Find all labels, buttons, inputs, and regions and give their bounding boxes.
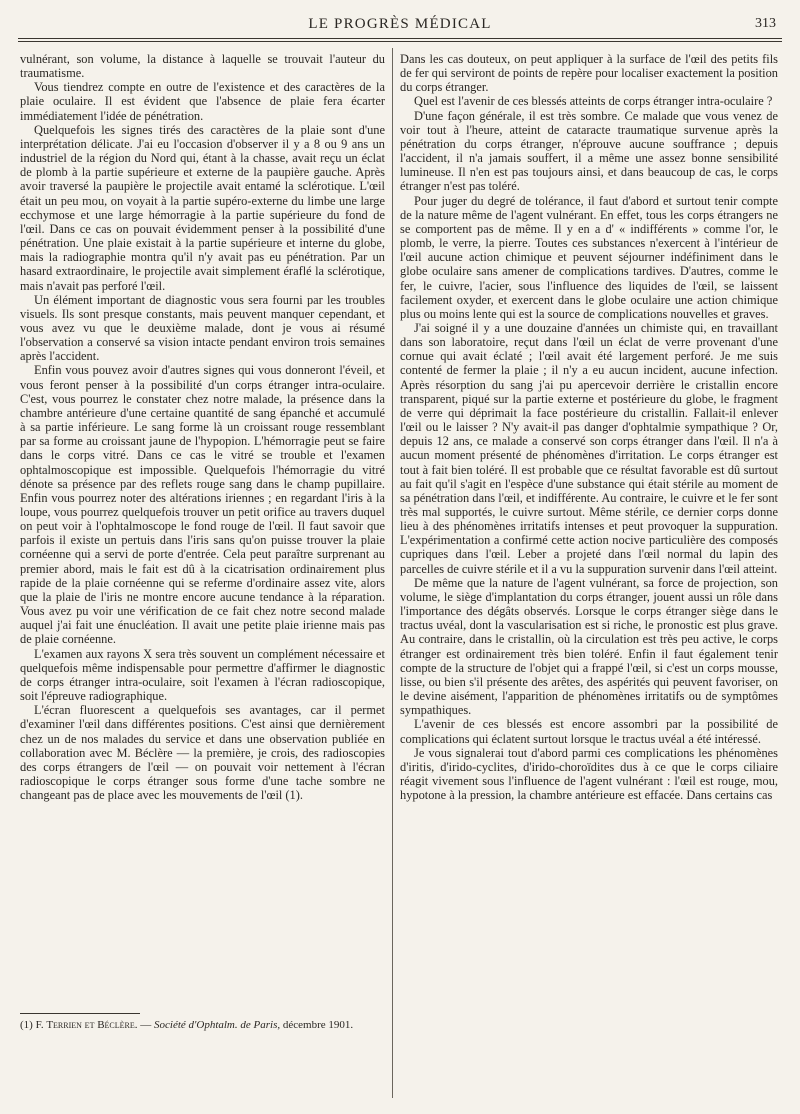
paragraph: Dans les cas douteux, on peut appliquer à la surface de l'œil des petits fils de fer qui serviront de points de repère pour localiser exactement la position du corps étranger. xyxy=(400,52,778,95)
paragraph: L'avenir de ces blessés est encore assombri par la possibilité de complications qui éclatent surtout lorsque le tractus uvéal a été intéressé. xyxy=(400,717,778,746)
page-header xyxy=(18,14,782,36)
paragraph: vulnérant, son volume, la distance à laquelle se trouvait l'auteur du traumatisme. xyxy=(20,52,385,81)
paragraph: Quelquefois les signes tirés des caractères de la plaie sont d'une interprétation délicate. J'ai eu l'occasion d'observer il y a 8 ou 9 ans un industriel de la région du Nord qui, étant à la chasse, avait reçu un éclat de plomb à la partie supérieure et externe de la paupière gauche. Après avoir traversé la paupière le projectile avait entamé la sclérotique. L'œil était un peu mou, on voyait à la partie supéro-externe du limbe une large ecchymose et une large hémorragie à la partie supérieure du fond de l'œil. Dans ce cas on pouvait évidemment penser à la possibilité d'une pénétration. Une plaie existait à la partie supérieure et interne du globe, mais la radiographie montra qu'il n'y avait pas eu pénétration. Par un hasard extraordinaire, le projectile avait simplement éraflé la sclérotique, mais n'avait pas perforé l'œil. xyxy=(20,122,385,293)
footnote-date: décembre 1901. xyxy=(280,1019,354,1031)
footnote-dash: — xyxy=(137,1019,155,1031)
journal-title: LE PROGRÈS MÉDICAL xyxy=(308,16,492,32)
footnote xyxy=(20,1019,385,1032)
paragraph: L'examen aux rayons X sera très souvent un complément nécessaire et quelquefois même indispensable pour permettre d'affirmer le diagnostic de corps étranger intra-oculaire, soit l'examen à l'écran radioscopique, soit l'épreuve radiographique. xyxy=(20,646,385,704)
header-rule-thin xyxy=(18,41,782,42)
paragraph: Quel est l'avenir de ces blessés atteints de corps étranger intra-oculaire ? xyxy=(414,94,773,109)
footnote-source: Société d'Ophtalm. de Paris, xyxy=(154,1019,281,1031)
footnote-marker: (1) F. xyxy=(20,1019,44,1031)
page-number: 313 xyxy=(755,16,776,31)
column-divider xyxy=(392,48,393,1098)
paragraph: J'ai soigné il y a une douzaine d'années un chimiste qui, en travaillant dans son laboratoire, reçut dans l'œil un éclat de verre provenant d'une cornue qui avait éclaté ; l'œil avait été largement perforé. Je me suis contenté de fermer la plaie ; il n'y a eu aucun incident, aucune infection. Après résorption du sang j'ai pu apercevoir derrière le cristallin encore transparent, piqué sur la partie externe et postérieure du globe, le fragment de verre qui déprimait la face postérieure du cristallin. Fallait-il enlever l'œil ou le laisser ? N'y avait-il pas danger d'ophtalmie sympathique ? Or, depuis 12 ans, ce malade a conservé son corps étranger dans l'œil. Il n'a à aucun moment présenté de phénomènes d'irritation. Le corps étranger est tout à fait bien toléré. Il est probable que ce résultat favorable est dû surtout au fait qu'il s'agit en l'espèce d'une substance qui était stérile au moment de sa pénétration dans l'œil, et indifférente. Au contraire, le cuivre et le fer sont très mal supportés, le cuivre surtout. Même stérile, ce dernier corps donne lieu à des phénomènes irritatifs intenses et peut provoquer la suppuration. L'expérimentation a confirmé cette action nocive particulière des composés cupriques dans l'œil. Leber a projeté dans l'œil normal du lapin des parcelles de cuivre stérile et il a vu la suppuration survenir dans l'œil atteint. xyxy=(400,320,778,576)
paragraph: L'écran fluorescent a quelquefois ses avantages, car il permet d'examiner l'œil dans différentes positions. C'est ainsi que dernièrement chez un de nos malades du service et dans une observation publiée en collaboration avec M. Béclère — la première, je crois, des radioscopies des corps étrangers de l'œil — on pouvait voir nettement à l'écran radioscopique le corps étranger sous forme d'une tache sombre ne changeant pas de place avec les mouvements de l'œil (1). xyxy=(20,703,385,803)
left-column xyxy=(20,52,385,802)
paragraph: Vous tiendrez compte en outre de l'existence et des caractères de la plaie oculaire. Il est évident que l'absence de plaie fera écarter immédiatement l'idée de pénétration. xyxy=(20,80,385,123)
paragraph: D'une façon générale, il est très sombre. Ce malade que vous venez de voir tout à l'heure, atteint de cataracte traumatique survenue après la pénétration du corps étranger, n'éprouve aucune souffrance ; depuis l'accident, il n'a jamais souffert, il a même une assez bonne sensibilité lumineuse. Il n'en est pas toujours ainsi, et dans beaucoup de cas, le corps étranger n'est pas toléré. xyxy=(400,108,778,194)
paragraph: De même que la nature de l'agent vulnérant, sa force de projection, son volume, le siège d'implantation du corps étranger, jouent aussi un rôle dans l'importance des dégâts observés. Lorsque le corps étranger siège dans le tractus uvéal, dont la vascularisation est si riche, le pronostic est plus grave. Au contraire, dans le cristallin, où la circulation est très peu active, le corps étranger est ordinairement très bien toléré. Enfin il faut également tenir compte de la structure de l'objet qui a frappé l'œil, si c'est un corps mousse, lisse, ou bien s'il présente des arêtes, des aspérités qui peuvent favoriser, on le devine aisément, l'apparition de phénomènes irritatifs ou de symptômes sympathiques. xyxy=(400,575,778,718)
paragraph: Je vous signalerai tout d'abord parmi ces complications les phénomènes d'iritis, d'irido-cyclites, d'irido-choroïdites dus à ce que le corps ciliaire réagit vivement sous l'influence de l'agent vulnérant : l'œil est rouge, mou, hypotone à la pression, la chambre antérieure est effacée. Dans certains cas xyxy=(400,745,778,803)
paragraph: Pour juger du degré de tolérance, il faut d'abord et surtout tenir compte de la nature même de l'agent vulnérant. En effet, tous les corps étrangers ne se comportent pas de même. Il y en a d' « indifférents » comme l'or, le plomb, le verre, la pierre. Toutes ces substances n'exercent à l'intérieur de l'œil aucune action chimique et peuvent séjourner indéfiniment dans le globe oculaire sans amener de complications tardives. D'autres, comme le fer, le cuivre, l'acier, sous l'influence des liquides de l'œil, se laissent facilement oxyder, et exercent dans le globe oculaire une action chimique plus ou moins lente qui est la source de complications nouvelles et graves. xyxy=(400,193,778,321)
right-column xyxy=(400,52,778,802)
paragraph: Enfin vous pouvez avoir d'autres signes qui vous donneront l'éveil, et vous feront penser à la possibilité d'un corps étranger intra-oculaire. C'est, vous pourrez le constater chez notre malade, la présence dans la chambre antérieure d'une certaine quantité de sang épanché et accumulé à sa partie inférieure. Le sang forme là un croissant rouge ressemblant par sa forme au croissant jaune de l'hypopion. L'hémorragie peut se faire dans le corps vitré. Dans ce cas le vitré se trouble et l'examen ophtalmoscopique est impossible. Quelquefois l'hémorragie du vitré dénote sa présence par des reflets rouge sang dans le champ pupillaire. Enfin vous pourrez noter des altérations iriennes ; en regardant l'iris à la loupe, vous pourrez quelquefois trouver un petit orifice au travers duquel on peut voir à l'ophtalmoscope le fond rouge de l'œil. Il faut savoir que parfois il existe un pertuis dans l'iris sans qu'on puisse trouver la plaie cornéenne qui a servi de porte d'entrée. Cela peut paraître surprenant au premier abord, mais le fait est dû à la cicatrisation ordinairement plus rapide de la plaie cornéenne qui se referme d'ordinaire assez vite, alors que la plaie de l'iris ne montre encore aucune tendance à la réparation. Vous avez pu voir une vérification de ce fait chez notre second malade auquel j'ai fait une énucléation. Il avait une petite plaie irienne mais pas de plaie cornéenne. xyxy=(20,363,385,647)
header-rule xyxy=(18,38,782,39)
footnote-authors: Terrien et Béclère. xyxy=(46,1019,138,1031)
footnote-rule xyxy=(20,1013,140,1014)
paragraph: Un élément important de diagnostic vous sera fourni par les troubles visuels. Ils sont presque constants, mais peuvent manquer cependant, et vous avez vu que le deuxième malade, dont je vous ai résumé l'observation a conservé sa vision intacte pendant environ trois semaines après l'accident. xyxy=(20,292,385,364)
